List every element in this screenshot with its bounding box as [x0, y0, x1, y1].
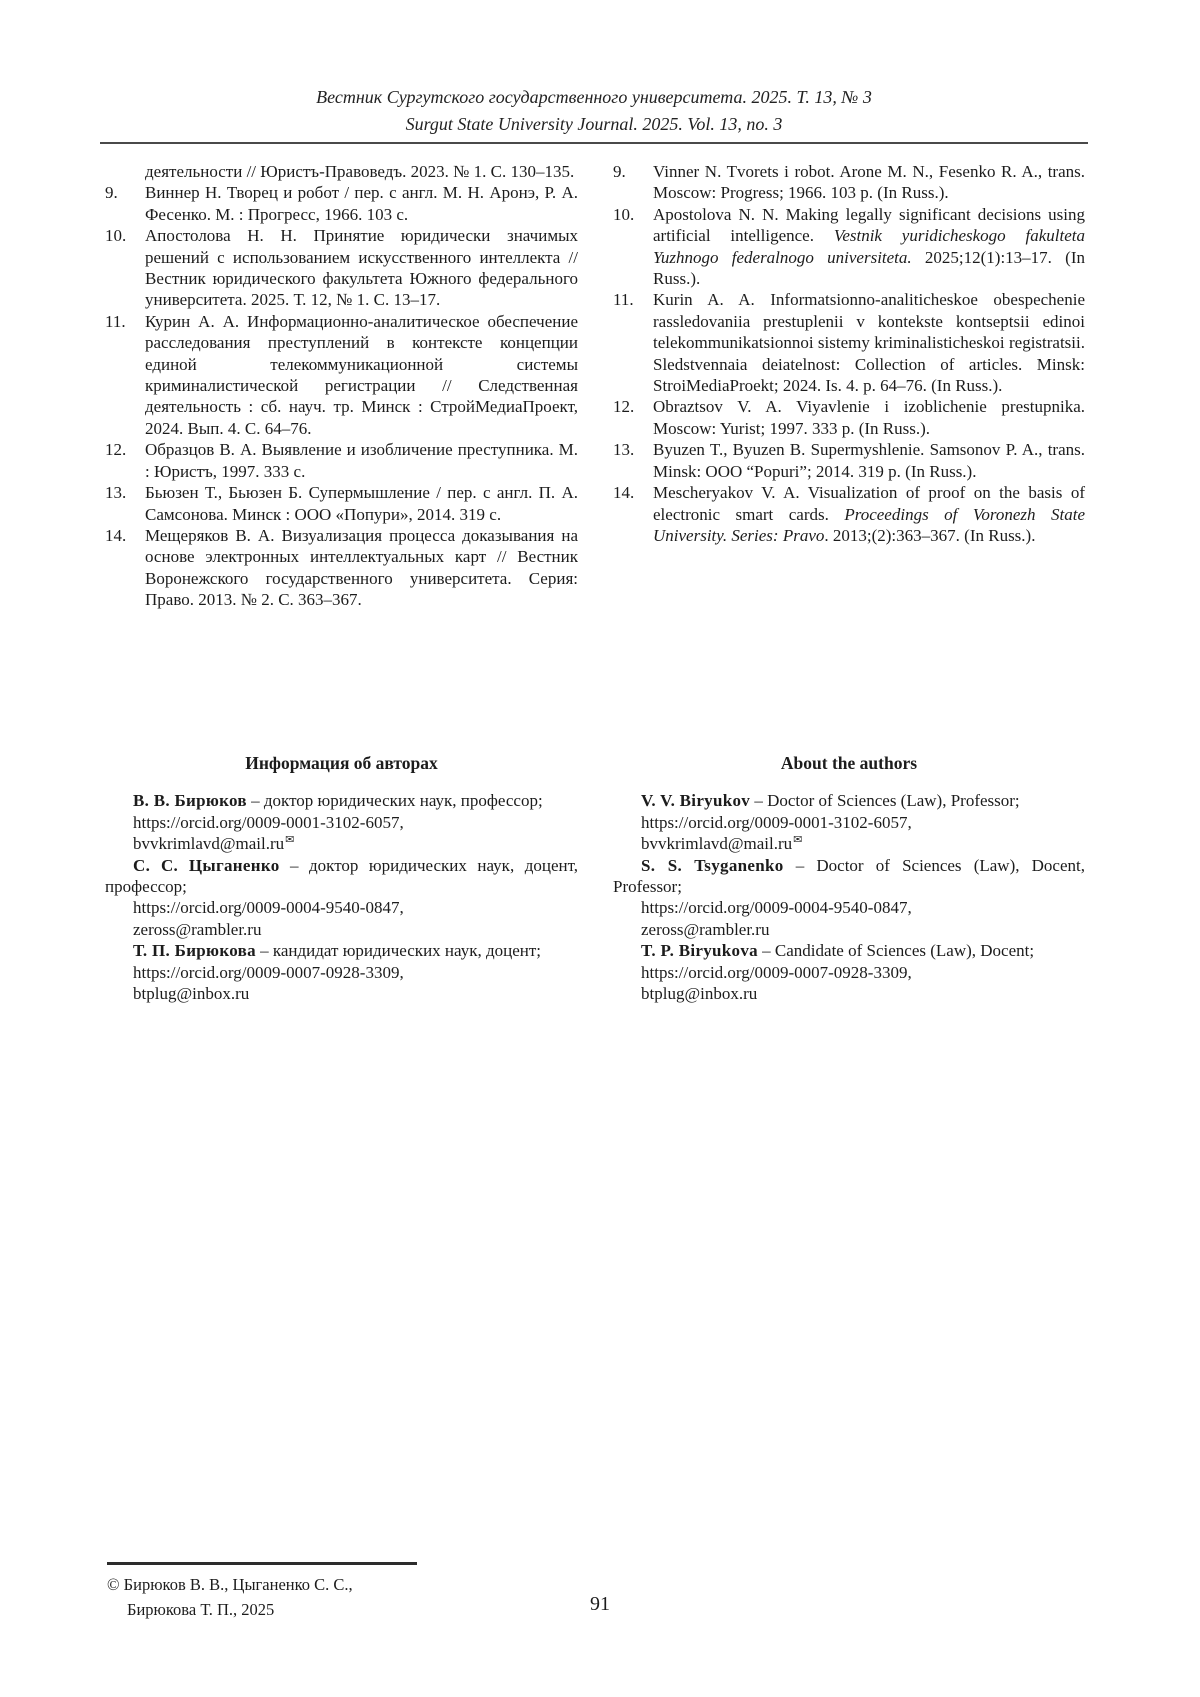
reference-text: Курин А. А. Информационно-аналитическое обеспечение расследования преступлений в контексте концепции единой телекоммуникационной системы криминалистической регистрации // Следственная деятельность : сб. науч. тр. Минск : СтройМедиаПроект, 2024. Вып. 4. С. 64–76. [145, 311, 578, 438]
author-orcid: https://orcid.org/0009-0001-3102-6057, [641, 812, 912, 832]
reference-item [613, 439, 1085, 482]
reference-text: Mescheryakov V. A. Visualization of proof on the basis of electronic smart cards. Proceedings of Voronezh State University. Series: Pravo. 2013;(2):363–367. (In Russ.). [653, 483, 1085, 545]
author-email: bvvkrimlavd@mail.ru✉ [641, 833, 803, 854]
author-entry: В. В. Бирюков – доктор юридических наук, профессор; [133, 791, 543, 811]
reference-text: Мещеряков В. А. Визуализация процесса доказывания на основе электронных интеллектуальных карт // Вестник Воронежского государственного университета. Серия: Право. 2013. № 2. С. 363–367. [145, 525, 578, 610]
author-email: zeross@rambler.ru [133, 919, 262, 939]
author-entry: S. S. Tsyganenko – Doctor of Sciences (Law), Docent, Professor; [613, 855, 1085, 897]
email-envelope-icon: ✉ [793, 833, 803, 846]
reference-item [105, 525, 578, 611]
reference-item [613, 289, 1085, 396]
reference-item-continuation [105, 161, 578, 182]
authors-list-english [613, 790, 1085, 1004]
author-entry: Т. П. Бирюкова – кандидат юридических наук, доцент; [133, 941, 541, 961]
running-head [100, 84, 1088, 138]
email-envelope-icon: ✉ [285, 833, 295, 846]
author-entry: С. С. Цыганенко – доктор юридических наук, доцент, профессор; [105, 855, 578, 897]
header-divider-rule [100, 142, 1088, 144]
reference-text: Obraztsov V. A. Viyavlenie i izoblichenie prestupnika. Moscow: Yurist; 1997. 333 p. (In Russ.). [653, 397, 1085, 438]
author-name: С. С. Цыганенко [133, 855, 280, 875]
reference-item [105, 182, 578, 225]
reference-number: 14. [613, 483, 635, 503]
author-orcid: https://orcid.org/0009-0007-0928-3309, [641, 962, 912, 982]
reference-item [613, 396, 1085, 439]
reference-number: 14. [105, 525, 127, 545]
reference-text: деятельности // Юристъ-Правоведъ. 2023. № 1. С. 130–135. [145, 162, 575, 181]
author-email: btplug@inbox.ru [133, 984, 250, 1004]
author-name: T. P. Biryukova [641, 941, 758, 961]
copyright-line-1: © Бирюков В. В., Цыганенко С. С., [107, 1575, 353, 1594]
author-email: btplug@inbox.ru [641, 984, 758, 1004]
author-entry: T. P. Biryukova – Candidate of Sciences (Law), Docent; [641, 941, 1035, 961]
reference-text: Апостолова Н. Н. Принятие юридически значимых решений с использованием искусственного интеллекта // Вестник юридического факультета Южного федерального университета. 2025. Т. 12, № 1. С. 13–17. [145, 226, 578, 310]
author-orcid: https://orcid.org/0009-0001-3102-6057, [133, 812, 404, 832]
reference-item [105, 482, 578, 525]
authors-info-section-english [613, 753, 1085, 1004]
authors-section-heading-ru: Информация об авторах [245, 753, 438, 773]
references-list-russian [105, 161, 578, 611]
reference-text: Образцов В. А. Выявление и изобличение преступника. М. : Юристъ, 1997. 333 с. [145, 440, 578, 481]
reference-number: 13. [613, 440, 635, 460]
author-name: V. V. Biryukov [641, 791, 751, 811]
reference-number: 11. [613, 290, 634, 310]
right-column [613, 161, 1085, 1004]
author-email: bvvkrimlavd@mail.ru✉ [133, 833, 295, 854]
author-orcid: https://orcid.org/0009-0004-9540-0847, [641, 898, 912, 918]
reference-text: Apostolova N. N. Making legally significant decisions using artificial intelligence. Vestnik yuridicheskogo fakulteta Yuzhnogo federalnogo universiteta. 2025;12(1):13–17. (In Russ.). [653, 204, 1085, 289]
author-entry: V. V. Biryukov – Doctor of Sciences (Law), Professor; [641, 791, 1020, 811]
running-head-line-ru: Вестник Сургутского государственного университета. 2025. Т. 13, № 3 [316, 87, 872, 107]
reference-number: 9. [105, 183, 118, 203]
reference-item [105, 311, 578, 439]
author-name: Т. П. Бирюкова [133, 941, 256, 961]
running-head-line-en: Surgut State University Journal. 2025. Vol. 13, no. 3 [405, 114, 783, 134]
left-column [105, 161, 578, 1004]
author-name: S. S. Tsyganenko [641, 855, 784, 875]
reference-number: 9. [613, 162, 626, 181]
author-orcid: https://orcid.org/0009-0007-0928-3309, [133, 962, 404, 982]
reference-item [105, 439, 578, 482]
page-number: 91 [590, 1593, 610, 1615]
authors-section-heading-en: About the authors [780, 753, 918, 773]
reference-item [613, 204, 1085, 290]
reference-number: 12. [105, 440, 127, 460]
reference-number: 11. [105, 311, 126, 331]
reference-text: Vinner N. Tvorets i robot. Arone M. N., Fesenko R. A., trans. Moscow: Progress; 1966. 103 p. (In Russ.). [653, 162, 1085, 203]
author-email: zeross@rambler.ru [641, 919, 770, 939]
reference-number: 10. [105, 226, 127, 246]
reference-text: Виннер Н. Творец и робот / пер. с англ. М. Н. Аронэ, Р. А. Фесенко. М. : Прогресс, 1966. 103 с. [145, 183, 578, 224]
reference-text: Byuzen T., Byuzen B. Supermyshlenie. Samsonov P. A., trans. Minsk: OOO “Popuri”; 2014. 319 p. (In Russ.). [653, 440, 1085, 481]
reference-number: 12. [613, 397, 635, 417]
authors-info-section-russian [105, 753, 578, 1004]
reference-text: Kurin A. A. Informatsionno-analiticheskoe obespechenie rassledovaniia prestuplenii v kontekste kontseptsii edinoi telekommunikatsionnoi sistemy kriminalisticheskoi registratsii. Sledstvennaia deiatelnost: Collection of articles. Minsk: StroiMediaProekt; 2024. Is. 4. p. 64–76. (In Russ.). [653, 290, 1085, 396]
footer-divider-rule [107, 1562, 417, 1565]
copyright-line-2: Бирюкова Т. П., 2025 [127, 1600, 275, 1619]
author-name: В. В. Бирюков [133, 791, 247, 811]
author-orcid: https://orcid.org/0009-0004-9540-0847, [133, 898, 404, 918]
reference-item [613, 482, 1085, 546]
references-list-english [613, 161, 1085, 546]
reference-text: Бьюзен Т., Бьюзен Б. Супермышление / пер. с англ. П. А. Самсонова. Минск : ООО «Попури», 2014. 319 с. [145, 483, 578, 524]
reference-number: 10. [613, 204, 635, 224]
reference-item [105, 225, 578, 311]
authors-list-russian [105, 790, 578, 1004]
reference-item [613, 161, 1085, 204]
reference-number: 13. [105, 483, 127, 503]
